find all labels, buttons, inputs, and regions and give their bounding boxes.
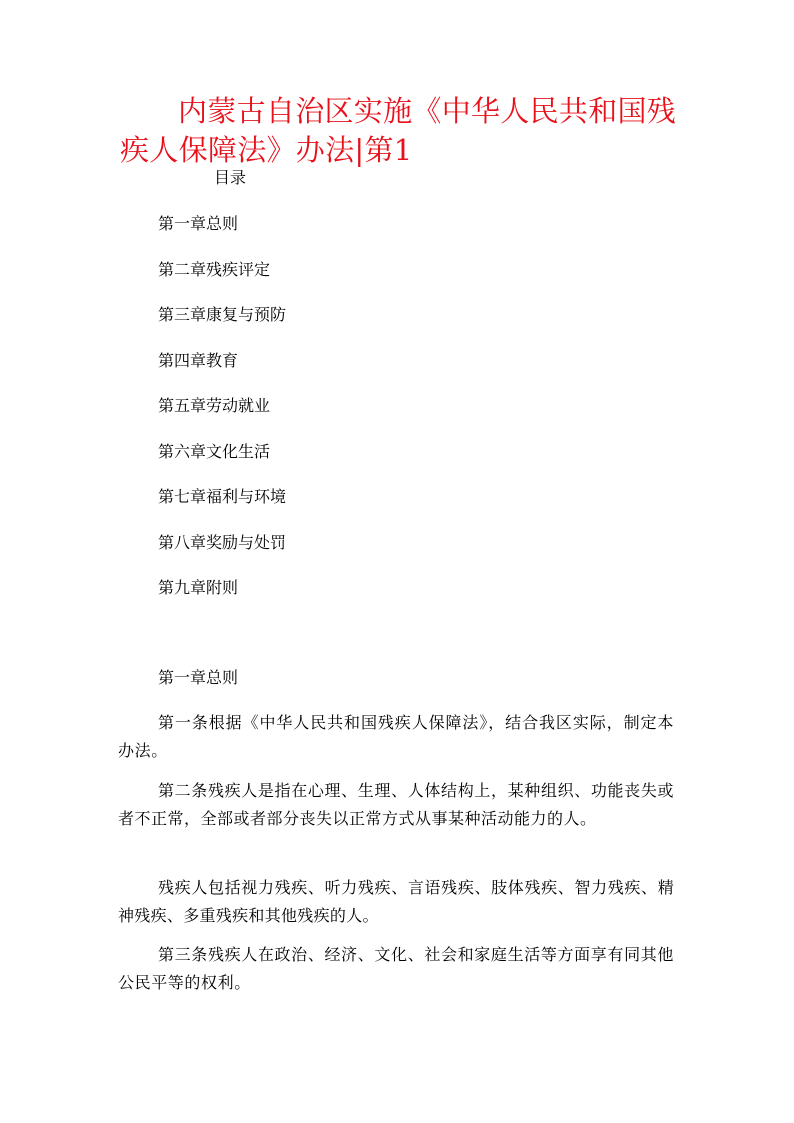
toc-item-chapter-6: 第六章文化生活 (158, 441, 271, 461)
table-of-contents (158, 213, 286, 623)
chapter-heading: 第一章总则 (158, 668, 239, 687)
toc-item-chapter-9: 第九章附则 (158, 578, 239, 597)
toc-item-chapter-5: 第五章劳动就业 (158, 396, 271, 415)
toc-item-chapter-2: 第二章残疾评定 (158, 259, 271, 279)
toc-item-chapter-1: 第一章总则 (158, 214, 239, 233)
paragraph-article-1: 第一条根据《中华人民共和国残疾人保障法》，结合我区实际，制定本办法。 (118, 713, 674, 760)
toc-item-chapter-3: 第三章康复与预防 (158, 305, 287, 324)
toc-heading: 目录 (214, 168, 247, 187)
toc-item-chapter-7: 第七章福利与环境 (158, 487, 287, 506)
paragraph-article-2: 第二条残疾人是指在心理、生理、人体结构上，某种组织、功能丧失或者不正常，全部或者部分丧失以正常方式从事某种活动能力的人。 (118, 781, 674, 828)
paragraph-article-3: 第三条残疾人在政治、经济、文化、社会和家庭生活等方面享有同其他公民平等的权利。 (118, 945, 674, 992)
toc-item-chapter-4: 第四章教育 (158, 350, 239, 370)
toc-item-chapter-8: 第八章奖励与处罚 (158, 532, 287, 552)
paragraph-disability-types: 残疾人包括视力残疾、听力残疾、言语残疾、肢体残疾、智力残疾、精神残疾、多重残疾和其他残疾的人。 (118, 878, 674, 925)
document-title: 内蒙古自治区实施《中华人民共和国残疾人保障法》办法|第1 (120, 94, 677, 167)
